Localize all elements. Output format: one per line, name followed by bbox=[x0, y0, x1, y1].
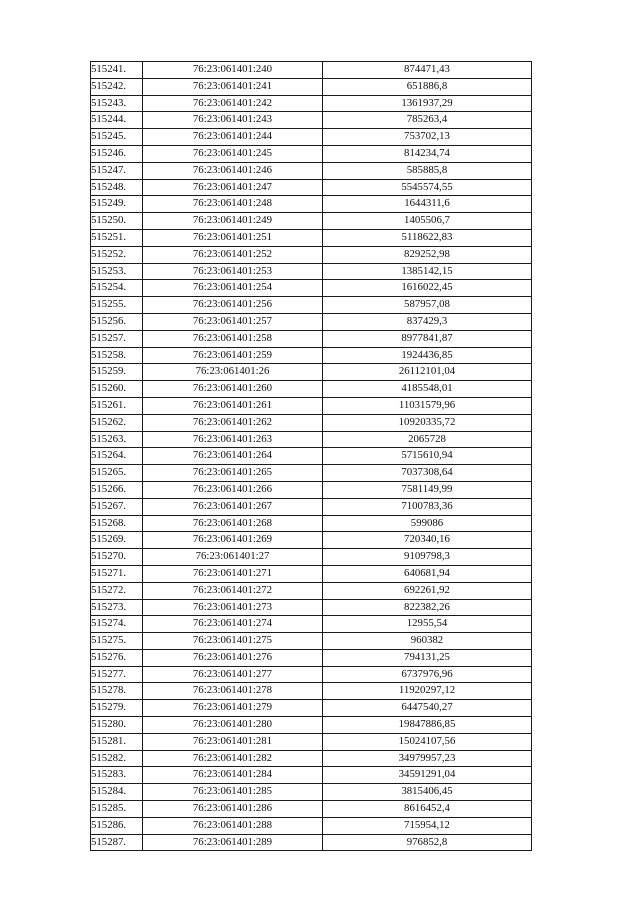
row-number-cell: 515254. bbox=[91, 280, 143, 297]
cadastral-number-cell: 76:23:061401:284 bbox=[143, 767, 323, 784]
cadastral-number-cell: 76:23:061401:265 bbox=[143, 465, 323, 482]
cadastral-number-cell: 76:23:061401:246 bbox=[143, 162, 323, 179]
row-number-cell: 515259. bbox=[91, 364, 143, 381]
cadastral-number-cell: 76:23:061401:253 bbox=[143, 263, 323, 280]
cadastral-number-cell: 76:23:061401:256 bbox=[143, 297, 323, 314]
cadastral-value-cell: 5118622,83 bbox=[323, 229, 532, 246]
cadastral-number-cell: 76:23:061401:244 bbox=[143, 129, 323, 146]
table-row bbox=[91, 801, 532, 818]
row-number-cell: 515265. bbox=[91, 465, 143, 482]
row-number-cell: 515266. bbox=[91, 481, 143, 498]
cadastral-number-cell: 76:23:061401:257 bbox=[143, 313, 323, 330]
row-number-cell: 515241. bbox=[91, 62, 143, 79]
cadastral-value-cell: 6737976,96 bbox=[323, 666, 532, 683]
row-number-cell: 515260. bbox=[91, 381, 143, 398]
row-number-cell: 515251. bbox=[91, 229, 143, 246]
cadastral-number-cell: 76:23:061401:266 bbox=[143, 481, 323, 498]
cadastral-number-cell: 76:23:061401:262 bbox=[143, 414, 323, 431]
cadastral-value-cell: 6447540,27 bbox=[323, 700, 532, 717]
row-number-cell: 515253. bbox=[91, 263, 143, 280]
cadastral-number-cell: 76:23:061401:282 bbox=[143, 750, 323, 767]
cadastral-value-cell: 10920335,72 bbox=[323, 414, 532, 431]
cadastral-value-cell: 753702,13 bbox=[323, 129, 532, 146]
row-number-cell: 515264. bbox=[91, 448, 143, 465]
table-row bbox=[91, 717, 532, 734]
cadastral-value-cell: 720340,16 bbox=[323, 532, 532, 549]
table-row bbox=[91, 95, 532, 112]
table-row bbox=[91, 196, 532, 213]
cadastral-number-cell: 76:23:061401:281 bbox=[143, 733, 323, 750]
row-number-cell: 515245. bbox=[91, 129, 143, 146]
cadastral-value-cell: 2065728 bbox=[323, 431, 532, 448]
cadastral-value-cell: 8616452,4 bbox=[323, 801, 532, 818]
table-row bbox=[91, 213, 532, 230]
cadastral-value-cell: 960382 bbox=[323, 633, 532, 650]
cadastral-number-cell: 76:23:061401:258 bbox=[143, 330, 323, 347]
row-number-cell: 515256. bbox=[91, 313, 143, 330]
row-number-cell: 515274. bbox=[91, 616, 143, 633]
cadastral-value-cell: 3815406,45 bbox=[323, 784, 532, 801]
row-number-cell: 515267. bbox=[91, 498, 143, 515]
cadastral-value-cell: 34979957,23 bbox=[323, 750, 532, 767]
cadastral-number-cell: 76:23:061401:275 bbox=[143, 633, 323, 650]
cadastral-number-cell: 76:23:061401:241 bbox=[143, 78, 323, 95]
cadastral-number-cell: 76:23:061401:248 bbox=[143, 196, 323, 213]
cadastral-value-cell: 794131,25 bbox=[323, 649, 532, 666]
row-number-cell: 515278. bbox=[91, 683, 143, 700]
cadastral-value-cell: 1616022,45 bbox=[323, 280, 532, 297]
table-row bbox=[91, 532, 532, 549]
row-number-cell: 515255. bbox=[91, 297, 143, 314]
cadastral-number-cell: 76:23:061401:278 bbox=[143, 683, 323, 700]
row-number-cell: 515283. bbox=[91, 767, 143, 784]
cadastral-number-cell: 76:23:061401:264 bbox=[143, 448, 323, 465]
cadastral-value-cell: 1385142,15 bbox=[323, 263, 532, 280]
row-number-cell: 515276. bbox=[91, 649, 143, 666]
table-row bbox=[91, 767, 532, 784]
table-row bbox=[91, 733, 532, 750]
row-number-cell: 515275. bbox=[91, 633, 143, 650]
table-row bbox=[91, 129, 532, 146]
cadastral-number-cell: 76:23:061401:240 bbox=[143, 62, 323, 79]
cadastral-number-cell: 76:23:061401:260 bbox=[143, 381, 323, 398]
table-row bbox=[91, 649, 532, 666]
table-row bbox=[91, 498, 532, 515]
cadastral-number-cell: 76:23:061401:252 bbox=[143, 246, 323, 263]
table-row bbox=[91, 599, 532, 616]
cadastral-number-cell: 76:23:061401:243 bbox=[143, 112, 323, 129]
cadastral-number-cell: 76:23:061401:280 bbox=[143, 717, 323, 734]
cadastral-value-cell: 26112101,04 bbox=[323, 364, 532, 381]
row-number-cell: 515272. bbox=[91, 582, 143, 599]
table-row bbox=[91, 448, 532, 465]
cadastral-number-cell: 76:23:061401:263 bbox=[143, 431, 323, 448]
row-number-cell: 515282. bbox=[91, 750, 143, 767]
cadastral-number-cell: 76:23:061401:286 bbox=[143, 801, 323, 818]
row-number-cell: 515257. bbox=[91, 330, 143, 347]
cadastral-value-cell: 837429,3 bbox=[323, 313, 532, 330]
cadastral-number-cell: 76:23:061401:279 bbox=[143, 700, 323, 717]
table-row bbox=[91, 330, 532, 347]
row-number-cell: 515280. bbox=[91, 717, 143, 734]
row-number-cell: 515242. bbox=[91, 78, 143, 95]
table-row bbox=[91, 817, 532, 834]
cadastral-number-cell: 76:23:061401:269 bbox=[143, 532, 323, 549]
row-number-cell: 515258. bbox=[91, 347, 143, 364]
cadastral-value-cell: 11031579,96 bbox=[323, 397, 532, 414]
cadastral-value-cell: 976852,8 bbox=[323, 834, 532, 851]
table-row bbox=[91, 666, 532, 683]
table-row bbox=[91, 633, 532, 650]
cadastral-value-cell: 1924436,85 bbox=[323, 347, 532, 364]
cadastral-value-cell: 11920297,12 bbox=[323, 683, 532, 700]
row-number-cell: 515246. bbox=[91, 145, 143, 162]
row-number-cell: 515263. bbox=[91, 431, 143, 448]
row-number-cell: 515277. bbox=[91, 666, 143, 683]
cadastral-number-cell: 76:23:061401:247 bbox=[143, 179, 323, 196]
cadastral-value-cell: 640681,94 bbox=[323, 565, 532, 582]
table-row bbox=[91, 246, 532, 263]
table-row bbox=[91, 78, 532, 95]
table-row bbox=[91, 145, 532, 162]
table-row bbox=[91, 162, 532, 179]
cadastral-number-cell: 76:23:061401:249 bbox=[143, 213, 323, 230]
cadastral-number-cell: 76:23:061401:274 bbox=[143, 616, 323, 633]
row-number-cell: 515261. bbox=[91, 397, 143, 414]
cadastral-number-cell: 76:23:061401:254 bbox=[143, 280, 323, 297]
row-number-cell: 515262. bbox=[91, 414, 143, 431]
table-row bbox=[91, 549, 532, 566]
cadastral-number-cell: 76:23:061401:285 bbox=[143, 784, 323, 801]
row-number-cell: 515270. bbox=[91, 549, 143, 566]
row-number-cell: 515269. bbox=[91, 532, 143, 549]
table-row bbox=[91, 62, 532, 79]
cadastral-number-cell: 76:23:061401:272 bbox=[143, 582, 323, 599]
table-row bbox=[91, 347, 532, 364]
table-row bbox=[91, 414, 532, 431]
cadastral-value-cell: 19847886,85 bbox=[323, 717, 532, 734]
table-row bbox=[91, 229, 532, 246]
cadastral-number-cell: 76:23:061401:245 bbox=[143, 145, 323, 162]
table-row bbox=[91, 784, 532, 801]
table-row bbox=[91, 431, 532, 448]
cadastral-value-table bbox=[90, 61, 532, 851]
row-number-cell: 515243. bbox=[91, 95, 143, 112]
table-row bbox=[91, 515, 532, 532]
cadastral-value-cell: 1361937,29 bbox=[323, 95, 532, 112]
cadastral-value-cell: 587957,08 bbox=[323, 297, 532, 314]
cadastral-value-cell: 585885,8 bbox=[323, 162, 532, 179]
table-row bbox=[91, 750, 532, 767]
cadastral-value-cell: 715954,12 bbox=[323, 817, 532, 834]
cadastral-number-cell: 76:23:061401:277 bbox=[143, 666, 323, 683]
row-number-cell: 515281. bbox=[91, 733, 143, 750]
cadastral-value-cell: 785263,4 bbox=[323, 112, 532, 129]
cadastral-value-cell: 15024107,56 bbox=[323, 733, 532, 750]
table-row bbox=[91, 179, 532, 196]
row-number-cell: 515249. bbox=[91, 196, 143, 213]
cadastral-number-cell: 76:23:061401:289 bbox=[143, 834, 323, 851]
cadastral-number-cell: 76:23:061401:268 bbox=[143, 515, 323, 532]
table-row bbox=[91, 465, 532, 482]
cadastral-number-cell: 76:23:061401:276 bbox=[143, 649, 323, 666]
cadastral-value-cell: 822382,26 bbox=[323, 599, 532, 616]
row-number-cell: 515250. bbox=[91, 213, 143, 230]
cadastral-value-cell: 5545574,55 bbox=[323, 179, 532, 196]
table-row bbox=[91, 616, 532, 633]
cadastral-value-cell: 692261,92 bbox=[323, 582, 532, 599]
row-number-cell: 515247. bbox=[91, 162, 143, 179]
row-number-cell: 515273. bbox=[91, 599, 143, 616]
cadastral-value-cell: 5715610,94 bbox=[323, 448, 532, 465]
table-row bbox=[91, 700, 532, 717]
cadastral-number-cell: 76:23:061401:27 bbox=[143, 549, 323, 566]
cadastral-value-cell: 874471,43 bbox=[323, 62, 532, 79]
table-row bbox=[91, 364, 532, 381]
table-row bbox=[91, 397, 532, 414]
table-row bbox=[91, 280, 532, 297]
table-row bbox=[91, 313, 532, 330]
row-number-cell: 515284. bbox=[91, 784, 143, 801]
table-row bbox=[91, 263, 532, 280]
row-number-cell: 515279. bbox=[91, 700, 143, 717]
cadastral-value-cell: 4185548,01 bbox=[323, 381, 532, 398]
row-number-cell: 515244. bbox=[91, 112, 143, 129]
row-number-cell: 515268. bbox=[91, 515, 143, 532]
cadastral-value-cell: 12955,54 bbox=[323, 616, 532, 633]
table-row bbox=[91, 297, 532, 314]
cadastral-value-cell: 1405506,7 bbox=[323, 213, 532, 230]
table-row bbox=[91, 683, 532, 700]
cadastral-value-cell: 829252,98 bbox=[323, 246, 532, 263]
cadastral-number-cell: 76:23:061401:288 bbox=[143, 817, 323, 834]
cadastral-value-cell: 1644311,6 bbox=[323, 196, 532, 213]
cadastral-value-cell: 814234,74 bbox=[323, 145, 532, 162]
cadastral-number-cell: 76:23:061401:271 bbox=[143, 565, 323, 582]
cadastral-number-cell: 76:23:061401:242 bbox=[143, 95, 323, 112]
cadastral-value-cell: 9109798,3 bbox=[323, 549, 532, 566]
cadastral-value-cell: 599086 bbox=[323, 515, 532, 532]
table-body bbox=[91, 62, 532, 851]
cadastral-number-cell: 76:23:061401:261 bbox=[143, 397, 323, 414]
cadastral-value-cell: 7581149,99 bbox=[323, 481, 532, 498]
table-row bbox=[91, 565, 532, 582]
cadastral-number-cell: 76:23:061401:267 bbox=[143, 498, 323, 515]
cadastral-number-cell: 76:23:061401:26 bbox=[143, 364, 323, 381]
table-row bbox=[91, 112, 532, 129]
row-number-cell: 515286. bbox=[91, 817, 143, 834]
cadastral-value-cell: 7100783,36 bbox=[323, 498, 532, 515]
row-number-cell: 515248. bbox=[91, 179, 143, 196]
table-row bbox=[91, 834, 532, 851]
cadastral-value-cell: 651886,8 bbox=[323, 78, 532, 95]
cadastral-value-cell: 34591291,04 bbox=[323, 767, 532, 784]
cadastral-value-cell: 7037308,64 bbox=[323, 465, 532, 482]
cadastral-number-cell: 76:23:061401:273 bbox=[143, 599, 323, 616]
cadastral-value-cell: 8977841,87 bbox=[323, 330, 532, 347]
row-number-cell: 515287. bbox=[91, 834, 143, 851]
row-number-cell: 515285. bbox=[91, 801, 143, 818]
table-row bbox=[91, 481, 532, 498]
table-row bbox=[91, 582, 532, 599]
cadastral-number-cell: 76:23:061401:259 bbox=[143, 347, 323, 364]
row-number-cell: 515271. bbox=[91, 565, 143, 582]
row-number-cell: 515252. bbox=[91, 246, 143, 263]
cadastral-number-cell: 76:23:061401:251 bbox=[143, 229, 323, 246]
table-row bbox=[91, 381, 532, 398]
